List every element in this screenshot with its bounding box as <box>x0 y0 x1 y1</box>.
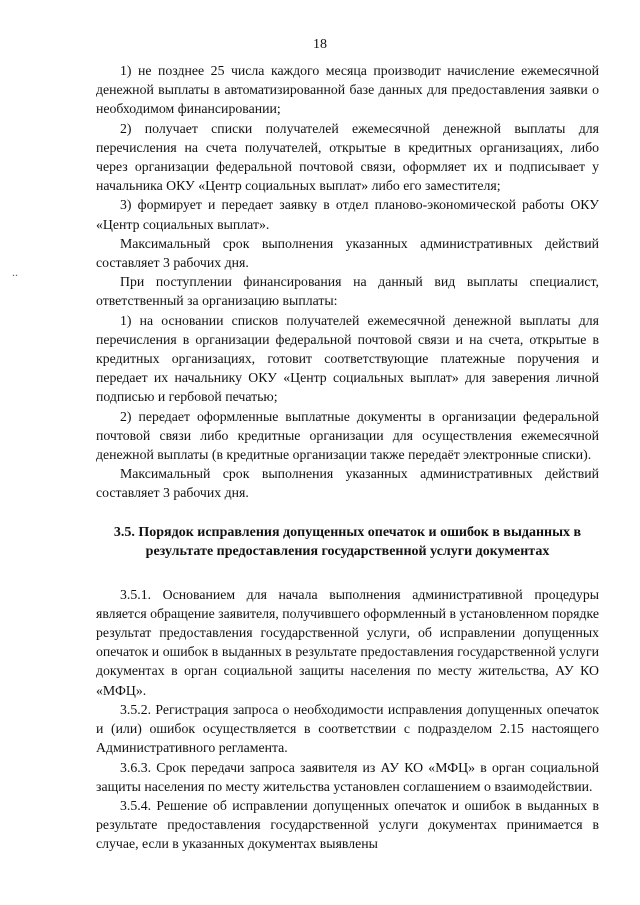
paragraph-3-5-2: 3.5.2. Регистрация запроса о необходимости исправления допущенных опечаток и (или) ошибок осуществляется в соответствии с подразделом 2.15 настоящего Административного регламента. <box>96 701 599 756</box>
margin-mark: .. <box>12 265 18 279</box>
paragraph-max-duration-2: Максимальный срок выполнения указанных административных действий составляет 3 рабочих дня. <box>96 466 599 501</box>
paragraph-max-duration-1: Максимальный срок выполнения указанных административных действий составляет 3 рабочих дня. <box>96 235 599 271</box>
paragraph-payment-orders: 1) на основании списков получателей ежемесячной денежной выплаты для перечисления в организации федеральной почтовой связи и на счета, открытые в кредитных организациях, готовит соответствующие платежные поручения и передает их начальнику ОКУ «Центр социальных выплат» для заверения личной подписью и гербовой печатью; <box>96 312 599 405</box>
paragraph-accrual: 1) не позднее 25 числа каждого месяца производит начисление ежемесячной денежной выплаты в автоматизированной базе данных для предоставления заявки о необходимом финансировании; <box>96 63 599 117</box>
paragraph-3-6-3: 3.6.3. Срок передачи запроса заявителя из АУ КО «МФЦ» в орган социальной защиты населения по месту жительства установлен соглашением о взаимодействии. <box>96 759 599 794</box>
paragraph-3-5-4: 3.5.4. Решение об исправлении допущенных опечаток и ошибок в выданных в результате предоставления государственной услуги документах принимается в случае, если в указанных документах выявлены <box>96 797 599 852</box>
paragraph-3-5-1: 3.5.1. Основанием для начала выполнения административной процедуры является обращение заявителя, получившего оформленный в установленном порядке результат предоставления государственной услуги, об исправлении допущенных опечаток и ошибок в выданных в результате предоставления государственной услуги документах в орган социальной защиты населения по месту жительства, АУ КО «МФЦ». <box>96 586 599 698</box>
document-body <box>96 61 599 854</box>
paragraph-recipient-lists: 2) получает списки получателей ежемесячной денежной выплаты для перечисления на счета получателей, открытые в кредитных организациях, либо через организации федеральной почтовой связи, оформляет их и подписывает у начальника ОКУ «Центр социальных выплат» либо его заместителя; <box>96 120 599 194</box>
paragraph-funding-request: 3) формирует и передает заявку в отдел планово-экономической работы ОКУ «Центр социальных выплат». <box>96 197 599 232</box>
paragraph-funding-received: При поступлении финансирования на данный вид выплаты специалист, ответственный за организацию выплаты: <box>96 274 599 309</box>
page-number: 18 <box>313 37 327 52</box>
paragraph-payment-documents: 2) передает оформленные выплатные документы в организации федеральной почтовой связи либо кредитные организации для осуществления ежемесячной денежной выплаты (в кредитные организации также передаёт электронные списки). <box>96 408 599 463</box>
section-heading: 3.5. Порядок исправления допущенных опечаток и ошибок в выданных в результате предоставления государственной услуги документах <box>113 524 582 559</box>
